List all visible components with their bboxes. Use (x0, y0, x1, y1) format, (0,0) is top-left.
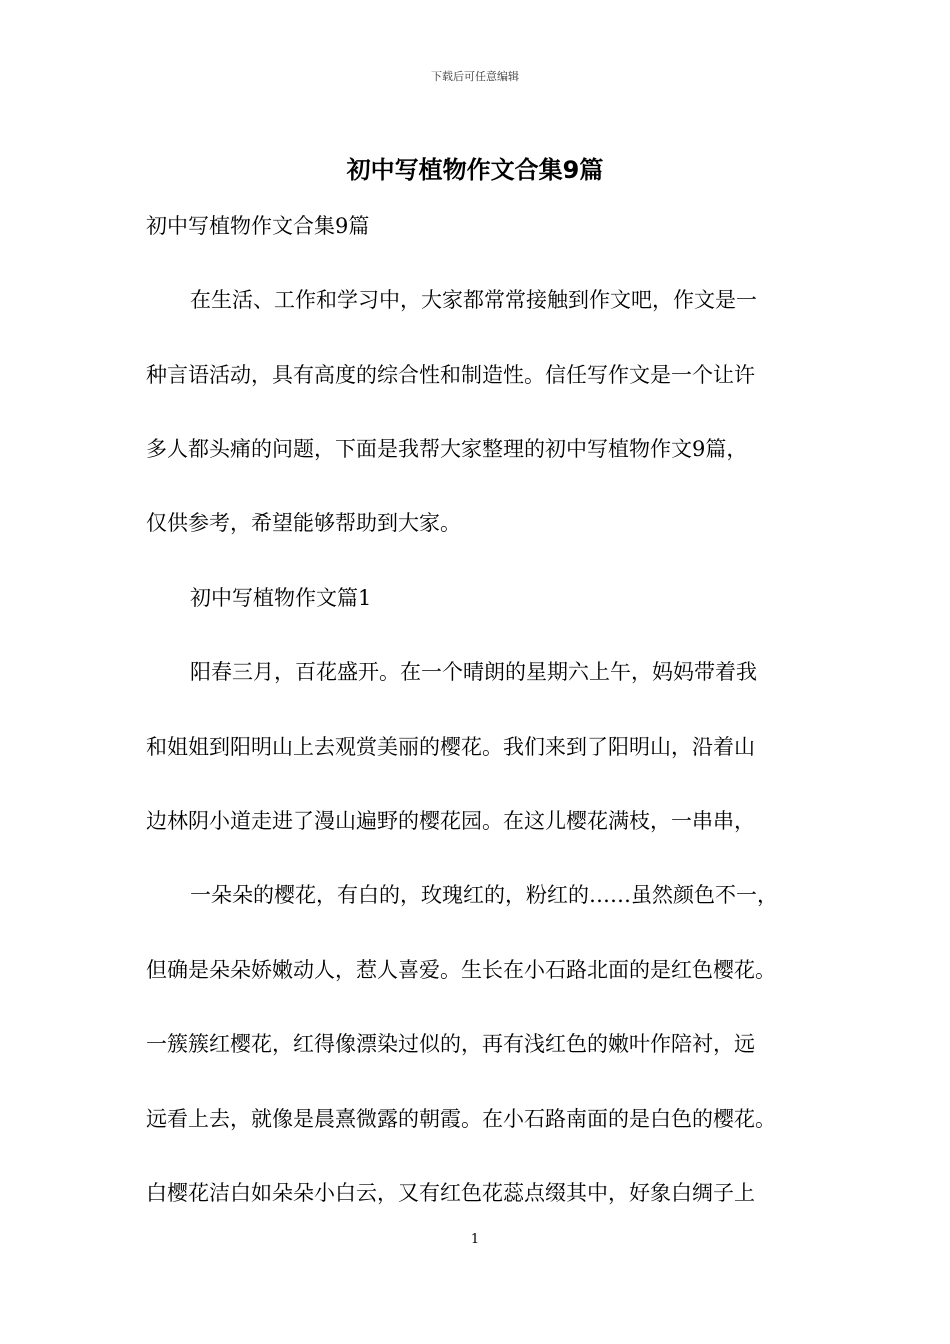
paragraph-line: 在生活、工作和学习中，大家都常常接触到作文吧，作文是一 (190, 288, 757, 312)
paragraph-line: 远看上去，就像是晨熹微露的朝霞。在小石路南面的是白色的樱花。 (146, 1107, 776, 1131)
paragraph-line: 一簇簇红樱花，红得像漂染过似的，再有浅红色的嫩叶作陪衬，远 (146, 1032, 755, 1056)
paragraph-line: 仅供参考，希望能够帮助到大家。 (146, 511, 461, 535)
paragraph-line: 但确是朵朵娇嫩动人，惹人喜爱。生长在小石路北面的是红色樱花。 (146, 958, 776, 982)
paragraph-line: 边林阴小道走进了漫山遍野的樱花园。在这儿樱花满枝，一串串， (146, 809, 755, 833)
document-title: 初中写植物作文合集9篇 (346, 156, 604, 184)
paragraph-line: 白樱花洁白如朵朵小白云，又有红色花蕊点缀其中，好象白绸子上 (146, 1181, 755, 1205)
paragraph-line: 阳春三月，百花盛开。在一个晴朗的星期六上午，妈妈带着我 (190, 660, 757, 684)
section-heading: 初中写植物作文篇1 (190, 586, 372, 610)
paragraph-line: 和姐姐到阳明山上去观赏美丽的樱花。我们来到了阳明山，沿着山 (146, 735, 755, 759)
paragraph-line: 多人都头痛的问题，下面是我帮大家整理的初中写植物作文9篇， (146, 437, 748, 461)
page-number: 1 (470, 1232, 480, 1247)
paragraph-line: 一朵朵的樱花，有白的，玫瑰红的，粉红的……虽然颜色不一， (190, 883, 778, 907)
paragraph-line: 种言语活动，具有高度的综合性和制造性。信任写作文是一个让许 (146, 363, 755, 387)
subtitle-line: 初中写植物作文合集9篇 (146, 214, 370, 238)
header-note: 下载后可任意编辑 (431, 70, 519, 83)
